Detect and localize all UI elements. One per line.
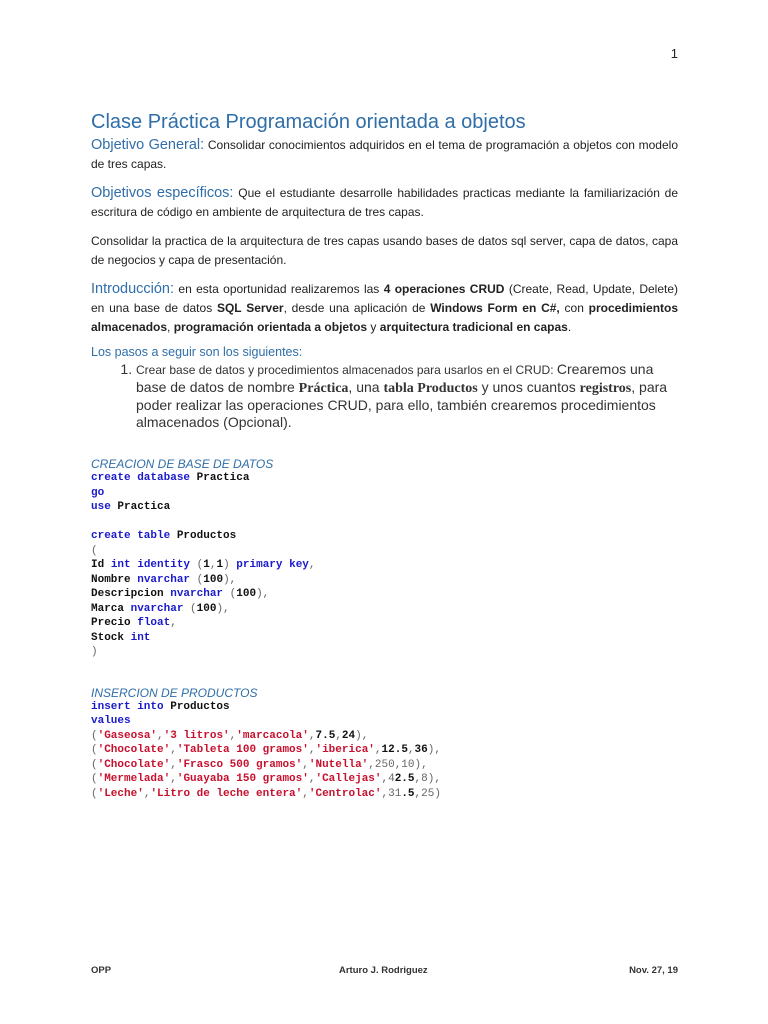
step-text: , para poder realizar las operaciones CRUD, para ello, también crearemos procedimientos almacenados (Opcional).: [136, 379, 668, 430]
intro-bold: 4 operaciones CRUD: [383, 282, 505, 296]
intro-text: y: [367, 320, 380, 334]
introduccion-label: Introducción:: [91, 281, 175, 297]
code-block-insercion: insert into Productos values ('Gaseosa','3 litros','marcacola',7.5,24), ('Chocolate','Tableta 100 gramos','iberica',12.5,36), ('Chocolate','Frasco 500 gramos','Nutella',250,10), ('Mermelada','Guayaba 150 gramos','Callejas',42.5,8), ('Leche','Litro de leche entera','Centrolac',31.5,25): [91, 700, 441, 800]
objetivos-especificos: [91, 184, 678, 222]
step-text: , una: [348, 379, 384, 395]
steps-list: [91, 361, 678, 431]
code-title-insercion: INSERCION DE PRODUCTOS: [91, 685, 258, 700]
footer-author: Arturo J. Rodriguez: [339, 965, 428, 976]
step-bold: tabla Productos: [383, 381, 478, 396]
objetivo-general-label: Objetivo General:: [91, 137, 205, 153]
intro-text: con: [559, 301, 589, 315]
objetivo-general: [91, 136, 678, 174]
intro-bold: arquitectura tradicional en capas: [379, 320, 568, 334]
code-block-creacion: create database Practica go use Practica create table Productos ( Id int identity (1,1) primary key, Nombre nvarchar (100), Descripcion nvarchar (100), Marca nvarchar (100), Precio float, Stock int ): [91, 472, 316, 658]
document-title: Clase Práctica Programación orientada a objetos: [91, 111, 526, 133]
intro-text: .: [567, 320, 572, 334]
intro-text: ,: [167, 320, 174, 334]
intro-bold: Windows Form en C#,: [430, 301, 560, 315]
intro-bold: SQL Server: [216, 301, 284, 315]
introduccion: [91, 280, 678, 337]
step-text: y unos cuantos: [477, 379, 580, 395]
footer-date: Nov. 27, 19: [629, 965, 678, 976]
footer-left: OPP: [91, 965, 112, 976]
objetivos-especificos-label: Objetivos específicos:: [91, 185, 234, 201]
intro-bold: programación orientada a objetos: [173, 320, 368, 334]
document-body: [91, 108, 678, 801]
intro-text: en esta oportunidad realizaremos las: [174, 282, 384, 296]
page-number: 1: [670, 46, 678, 61]
intro-text: , desde una aplicación de: [283, 301, 431, 315]
intro-text: (Create, Read, Update, Delete) en una base de datos: [91, 282, 679, 315]
step-bold: Práctica: [298, 381, 349, 396]
consolidar-paragraph: Consolidar la practica de la arquitectura de tres capas usando bases de datos sql server, capa de datos, capa de negocios y capa de presentación.: [91, 234, 678, 267]
step-text: Crearemos una base de datos de nombre: [136, 361, 654, 395]
step-item: [136, 361, 678, 431]
intro-bold: procedimientos almacenados: [91, 301, 679, 334]
objetivos-especificos-text: Que el estudiante desarrolle habilidades practicas mediante la familiarización de escritura de código en ambiente de arquitectura de tres capas.: [91, 186, 678, 219]
objetivo-general-text: Consolidar conocimientos adquiridos en el tema de programación a objetos con modelo de tres capas.: [91, 138, 678, 171]
pasos-title: Los pasos a seguir son los siguientes:: [91, 345, 303, 359]
code-title-creacion: CREACION DE BASE DE DATOS: [91, 457, 274, 471]
step-text: Crear base de datos y procedimientos almacenados para usarlos en el CRUD:: [136, 363, 557, 377]
step-bold: registros: [579, 381, 632, 396]
